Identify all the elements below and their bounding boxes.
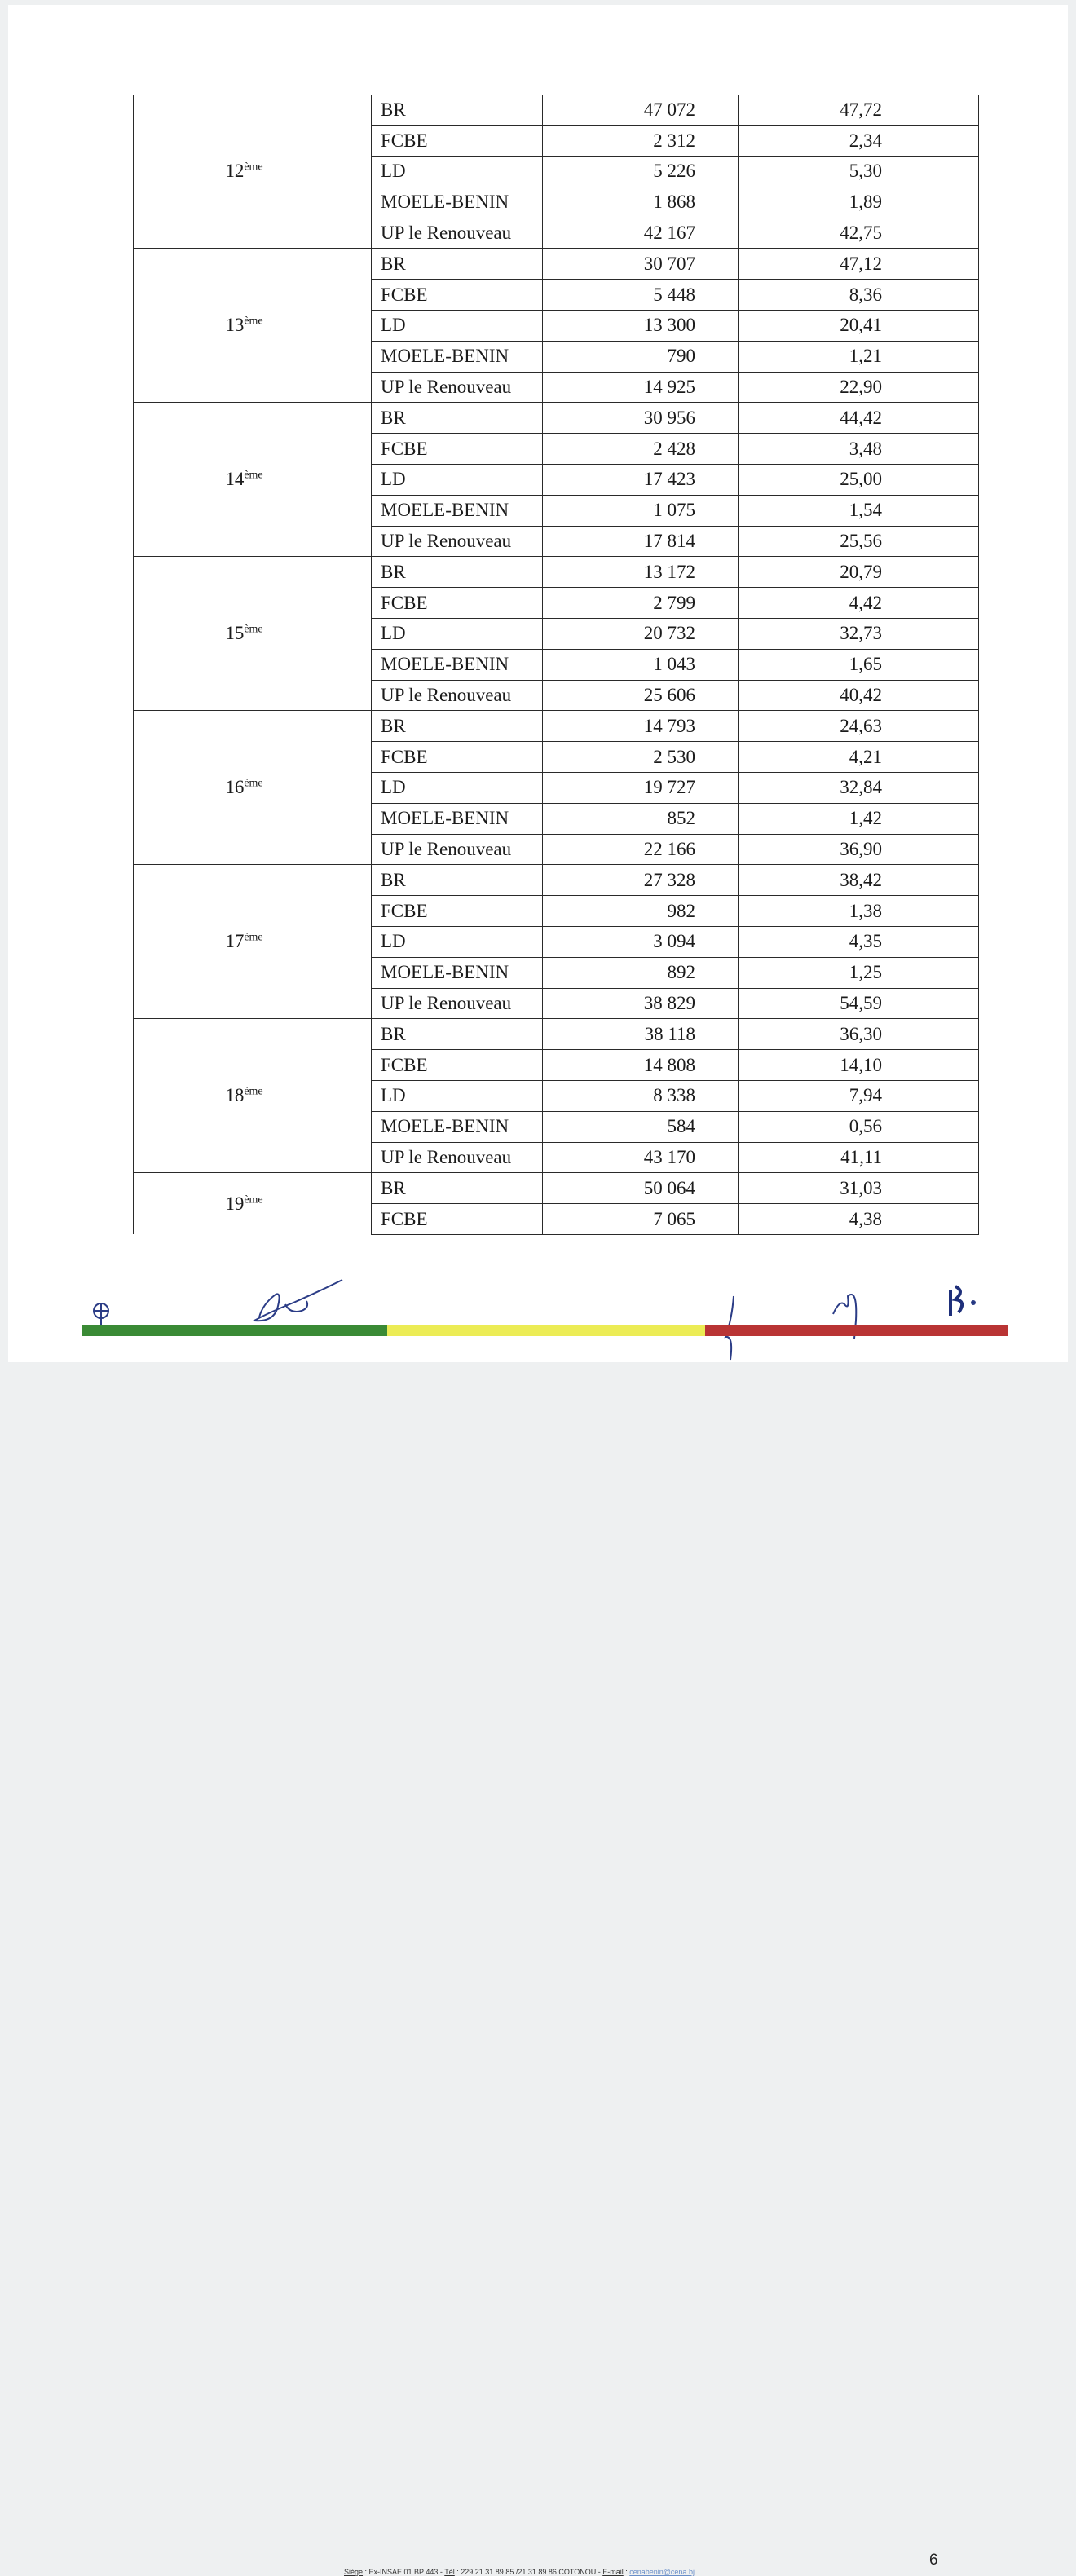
- party-cell: LD: [372, 927, 543, 958]
- party-cell: UP le Renouveau: [372, 1142, 543, 1173]
- tel-text: : 229 21 31 89 85 /21 31 89 86 COTONOU -: [454, 2568, 603, 2576]
- votes-cell: 17 423: [543, 465, 739, 496]
- rank-suffix: ème: [244, 1193, 263, 1206]
- table-row: [134, 1173, 979, 1204]
- votes-cell: 19 727: [543, 773, 739, 804]
- rank-cell: [134, 865, 372, 1019]
- party-cell: BR: [372, 1019, 543, 1050]
- rank-cell: [134, 403, 372, 557]
- rank-number: 17: [225, 931, 245, 952]
- party-cell: MOELE-BENIN: [372, 187, 543, 218]
- rank-suffix: ème: [244, 315, 263, 328]
- rank-cell: [134, 1019, 372, 1173]
- rank-number: 19: [225, 1193, 245, 1214]
- percent-cell: 22,90: [739, 372, 979, 403]
- votes-cell: 8 338: [543, 1081, 739, 1112]
- votes-cell: 20 732: [543, 619, 739, 650]
- percent-cell: 1,89: [739, 187, 979, 218]
- rank-cell: [134, 95, 372, 249]
- rank-cell: [134, 711, 372, 865]
- party-cell: FCBE: [372, 588, 543, 619]
- percent-cell: 1,54: [739, 495, 979, 526]
- votes-cell: 2 428: [543, 434, 739, 465]
- page-number: 6: [929, 2552, 938, 2569]
- results-table: [133, 95, 979, 1235]
- party-cell: UP le Renouveau: [372, 834, 543, 865]
- votes-cell: 584: [543, 1111, 739, 1142]
- flag-stripe-yellow: [387, 1325, 705, 1336]
- signatures-icon: [0, 1272, 1076, 1367]
- votes-cell: 38 118: [543, 1019, 739, 1050]
- percent-cell: 47,12: [739, 249, 979, 280]
- votes-cell: 43 170: [543, 1142, 739, 1173]
- rank-number: 14: [225, 469, 245, 490]
- table-row: [134, 1019, 979, 1050]
- percent-cell: 4,35: [739, 927, 979, 958]
- rank-cell: [134, 249, 372, 403]
- rank-number: 12: [225, 161, 245, 182]
- party-cell: FCBE: [372, 280, 543, 311]
- table-row: [134, 557, 979, 588]
- table-row: [134, 95, 979, 126]
- results-table-wrapper: [133, 95, 979, 1235]
- party-cell: BR: [372, 249, 543, 280]
- votes-cell: 5 448: [543, 280, 739, 311]
- votes-cell: 14 808: [543, 1050, 739, 1081]
- party-cell: BR: [372, 1173, 543, 1204]
- rank-suffix: ème: [244, 469, 263, 482]
- siege-label: Siège: [344, 2568, 364, 2576]
- party-cell: LD: [372, 465, 543, 496]
- votes-cell: 790: [543, 341, 739, 372]
- party-cell: LD: [372, 1081, 543, 1112]
- party-cell: UP le Renouveau: [372, 526, 543, 557]
- party-cell: LD: [372, 311, 543, 342]
- party-cell: MOELE-BENIN: [372, 495, 543, 526]
- email-label: E-mail: [602, 2568, 624, 2576]
- votes-cell: 38 829: [543, 988, 739, 1019]
- votes-cell: 13 172: [543, 557, 739, 588]
- party-cell: FCBE: [372, 742, 543, 773]
- party-cell: UP le Renouveau: [372, 218, 543, 249]
- percent-cell: 25,00: [739, 465, 979, 496]
- percent-cell: 1,65: [739, 649, 979, 680]
- votes-cell: 22 166: [543, 834, 739, 865]
- votes-cell: 5 226: [543, 157, 739, 187]
- percent-cell: 42,75: [739, 218, 979, 249]
- party-cell: FCBE: [372, 1050, 543, 1081]
- percent-cell: 4,38: [739, 1204, 979, 1235]
- votes-cell: 25 606: [543, 680, 739, 711]
- email-link[interactable]: cenabenin@cena.bj: [629, 2568, 695, 2576]
- percent-cell: 2,34: [739, 126, 979, 157]
- party-cell: MOELE-BENIN: [372, 649, 543, 680]
- party-cell: MOELE-BENIN: [372, 341, 543, 372]
- percent-cell: 47,72: [739, 95, 979, 126]
- votes-cell: 27 328: [543, 865, 739, 896]
- rank-cell: [134, 1173, 372, 1235]
- percent-cell: 7,94: [739, 1081, 979, 1112]
- party-cell: BR: [372, 865, 543, 896]
- percent-cell: 32,84: [739, 773, 979, 804]
- votes-cell: 1 043: [543, 649, 739, 680]
- party-cell: MOELE-BENIN: [372, 1111, 543, 1142]
- rank-suffix: ème: [244, 931, 263, 944]
- party-cell: LD: [372, 619, 543, 650]
- percent-cell: 4,42: [739, 588, 979, 619]
- party-cell: BR: [372, 711, 543, 742]
- percent-cell: 44,42: [739, 403, 979, 434]
- rank-number: 15: [225, 623, 245, 644]
- table-row: [134, 865, 979, 896]
- percent-cell: 1,38: [739, 896, 979, 927]
- rank-suffix: ème: [244, 161, 263, 174]
- percent-cell: 31,03: [739, 1173, 979, 1204]
- votes-cell: 47 072: [543, 95, 739, 126]
- flag-stripe-green: [82, 1325, 387, 1336]
- tel-label: Tél: [444, 2568, 455, 2576]
- party-cell: UP le Renouveau: [372, 372, 543, 403]
- rank-suffix: ème: [244, 623, 263, 636]
- votes-cell: 14 793: [543, 711, 739, 742]
- rank-suffix: ème: [244, 1085, 263, 1098]
- party-cell: UP le Renouveau: [372, 680, 543, 711]
- votes-cell: 2 799: [543, 588, 739, 619]
- table-row: [134, 403, 979, 434]
- party-cell: MOELE-BENIN: [372, 957, 543, 988]
- party-cell: BR: [372, 403, 543, 434]
- footer-address: [344, 2568, 752, 2576]
- percent-cell: 32,73: [739, 619, 979, 650]
- siege-text: : Ex-INSAE 01 BP 443 -: [363, 2568, 445, 2576]
- votes-cell: 982: [543, 896, 739, 927]
- votes-cell: 42 167: [543, 218, 739, 249]
- party-cell: FCBE: [372, 1204, 543, 1235]
- party-cell: UP le Renouveau: [372, 988, 543, 1019]
- rank-suffix: ème: [244, 777, 263, 790]
- votes-cell: 30 956: [543, 403, 739, 434]
- votes-cell: 14 925: [543, 372, 739, 403]
- percent-cell: 1,21: [739, 341, 979, 372]
- percent-cell: 4,21: [739, 742, 979, 773]
- votes-cell: 3 094: [543, 927, 739, 958]
- percent-cell: 1,25: [739, 957, 979, 988]
- percent-cell: 20,41: [739, 311, 979, 342]
- rank-number: 16: [225, 777, 245, 798]
- party-cell: FCBE: [372, 126, 543, 157]
- votes-cell: 2 530: [543, 742, 739, 773]
- rank-cell: [134, 557, 372, 711]
- votes-cell: 852: [543, 803, 739, 834]
- votes-cell: 2 312: [543, 126, 739, 157]
- results-table-body: [134, 95, 979, 1234]
- percent-cell: 36,30: [739, 1019, 979, 1050]
- percent-cell: 41,11: [739, 1142, 979, 1173]
- percent-cell: 1,42: [739, 803, 979, 834]
- party-cell: LD: [372, 157, 543, 187]
- email-separator: :: [623, 2568, 630, 2576]
- votes-cell: 1 868: [543, 187, 739, 218]
- percent-cell: 8,36: [739, 280, 979, 311]
- votes-cell: 13 300: [543, 311, 739, 342]
- party-cell: FCBE: [372, 896, 543, 927]
- percent-cell: 5,30: [739, 157, 979, 187]
- percent-cell: 38,42: [739, 865, 979, 896]
- percent-cell: 36,90: [739, 834, 979, 865]
- rank-number: 13: [225, 315, 245, 336]
- table-row: [134, 711, 979, 742]
- party-cell: BR: [372, 95, 543, 126]
- percent-cell: 40,42: [739, 680, 979, 711]
- percent-cell: 20,79: [739, 557, 979, 588]
- party-cell: LD: [372, 773, 543, 804]
- votes-cell: 1 075: [543, 495, 739, 526]
- party-cell: MOELE-BENIN: [372, 803, 543, 834]
- percent-cell: 25,56: [739, 526, 979, 557]
- party-cell: BR: [372, 557, 543, 588]
- percent-cell: 3,48: [739, 434, 979, 465]
- party-cell: FCBE: [372, 434, 543, 465]
- table-row: [134, 249, 979, 280]
- page-footer: [0, 1272, 1076, 2576]
- votes-cell: 17 814: [543, 526, 739, 557]
- percent-cell: 14,10: [739, 1050, 979, 1081]
- votes-cell: 7 065: [543, 1204, 739, 1235]
- percent-cell: 0,56: [739, 1111, 979, 1142]
- percent-cell: 54,59: [739, 988, 979, 1019]
- flag-stripe-red: [705, 1325, 1008, 1336]
- votes-cell: 892: [543, 957, 739, 988]
- votes-cell: 30 707: [543, 249, 739, 280]
- rank-number: 18: [225, 1085, 245, 1106]
- percent-cell: 24,63: [739, 711, 979, 742]
- votes-cell: 50 064: [543, 1173, 739, 1204]
